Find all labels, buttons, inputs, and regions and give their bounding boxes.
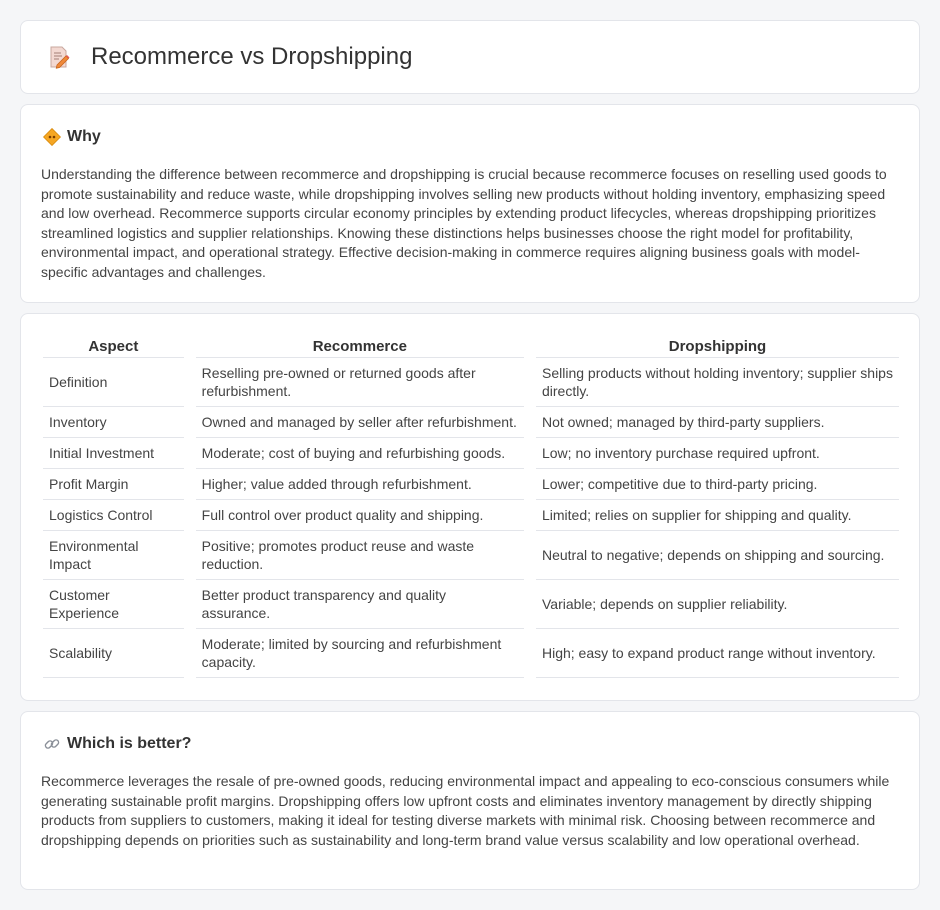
why-heading: Why [67, 128, 101, 145]
why-section [20, 104, 920, 303]
cell-aspect: Initial Investment [43, 438, 184, 469]
cell-dropshipping: Not owned; managed by third-party suppliers. [536, 407, 899, 438]
cell-recommerce: Better product transparency and quality assurance. [196, 580, 524, 629]
comparison-table [43, 334, 899, 678]
cell-recommerce: Full control over product quality and shipping. [196, 500, 524, 531]
link-icon [43, 735, 61, 753]
cell-aspect: Inventory [43, 407, 184, 438]
title-card [20, 20, 920, 94]
cell-dropshipping: High; easy to expand product range without inventory. [536, 629, 899, 678]
which-better-section [20, 711, 920, 890]
page-title: Recommerce vs Dropshipping [91, 43, 413, 70]
table-row [43, 358, 899, 407]
table-row [43, 500, 899, 531]
why-body: Understanding the difference between recommerce and dropshipping is crucial because recommerce focuses on reselling used goods to promote sustainability and reduce waste, while dropshipping involves selling new products without holding inventory, emphasizing speed and low overhead. Recommerce supports circular economy principles by extending product lifecycles, whereas dropshipping prioritizes streamlined logistics and supplier relationships. Knowing these distinctions helps businesses choose the right model for profitability, environmental impact, and operational strategy. Effective decision-making in commerce requires aligning business goals with model-specific advantages and challenges. [41, 166, 887, 280]
cell-recommerce: Reselling pre-owned or returned goods after refurbishment. [196, 358, 524, 407]
cell-recommerce: Owned and managed by seller after refurbishment. [196, 407, 524, 438]
document-pencil-icon [47, 45, 71, 69]
cell-aspect: Scalability [43, 629, 184, 678]
header-dropshipping: Dropshipping [536, 334, 899, 358]
table-row [43, 407, 899, 438]
table-row [43, 629, 899, 678]
cell-recommerce: Moderate; cost of buying and refurbishing goods. [196, 438, 524, 469]
table-row [43, 438, 899, 469]
cell-dropshipping: Limited; relies on supplier for shipping and quality. [536, 500, 899, 531]
cell-dropshipping: Low; no inventory purchase required upfront. [536, 438, 899, 469]
cell-aspect: Definition [43, 358, 184, 407]
table-row [43, 580, 899, 629]
cell-dropshipping: Selling products without holding inventory; supplier ships directly. [536, 358, 899, 407]
cell-aspect: Environmental Impact [43, 531, 184, 580]
table-header-row [43, 334, 899, 358]
comparison-section [20, 313, 920, 701]
header-aspect: Aspect [43, 334, 184, 358]
cell-dropshipping: Lower; competitive due to third-party pricing. [536, 469, 899, 500]
which-better-heading: Which is better? [67, 735, 192, 752]
which-better-body: Recommerce leverages the resale of pre-owned goods, reducing environmental impact and appealing to eco-conscious consumers while generating sustainable profit margins. Dropshipping offers low upfront costs and eliminates inventory management by directly shipping products from suppliers to customers, making it ideal for testing diverse markets with minimal risk. Choosing between recommerce and dropshipping depends on priorities such as sustainability and long-term brand value versus scalability and low operational overhead. [41, 773, 890, 848]
cell-aspect: Logistics Control [43, 500, 184, 531]
cell-recommerce: Higher; value added through refurbishment. [196, 469, 524, 500]
cell-recommerce: Positive; promotes product reuse and waste reduction. [196, 531, 524, 580]
cell-dropshipping: Neutral to negative; depends on shipping and sourcing. [536, 531, 899, 580]
table-row [43, 531, 899, 580]
cell-aspect: Profit Margin [43, 469, 184, 500]
header-recommerce: Recommerce [196, 334, 524, 358]
table-row [43, 469, 899, 500]
cell-recommerce: Moderate; limited by sourcing and refurbishment capacity. [196, 629, 524, 678]
cell-aspect: Customer Experience [43, 580, 184, 629]
cell-dropshipping: Variable; depends on supplier reliability. [536, 580, 899, 629]
diamond-sign-icon [43, 128, 61, 146]
